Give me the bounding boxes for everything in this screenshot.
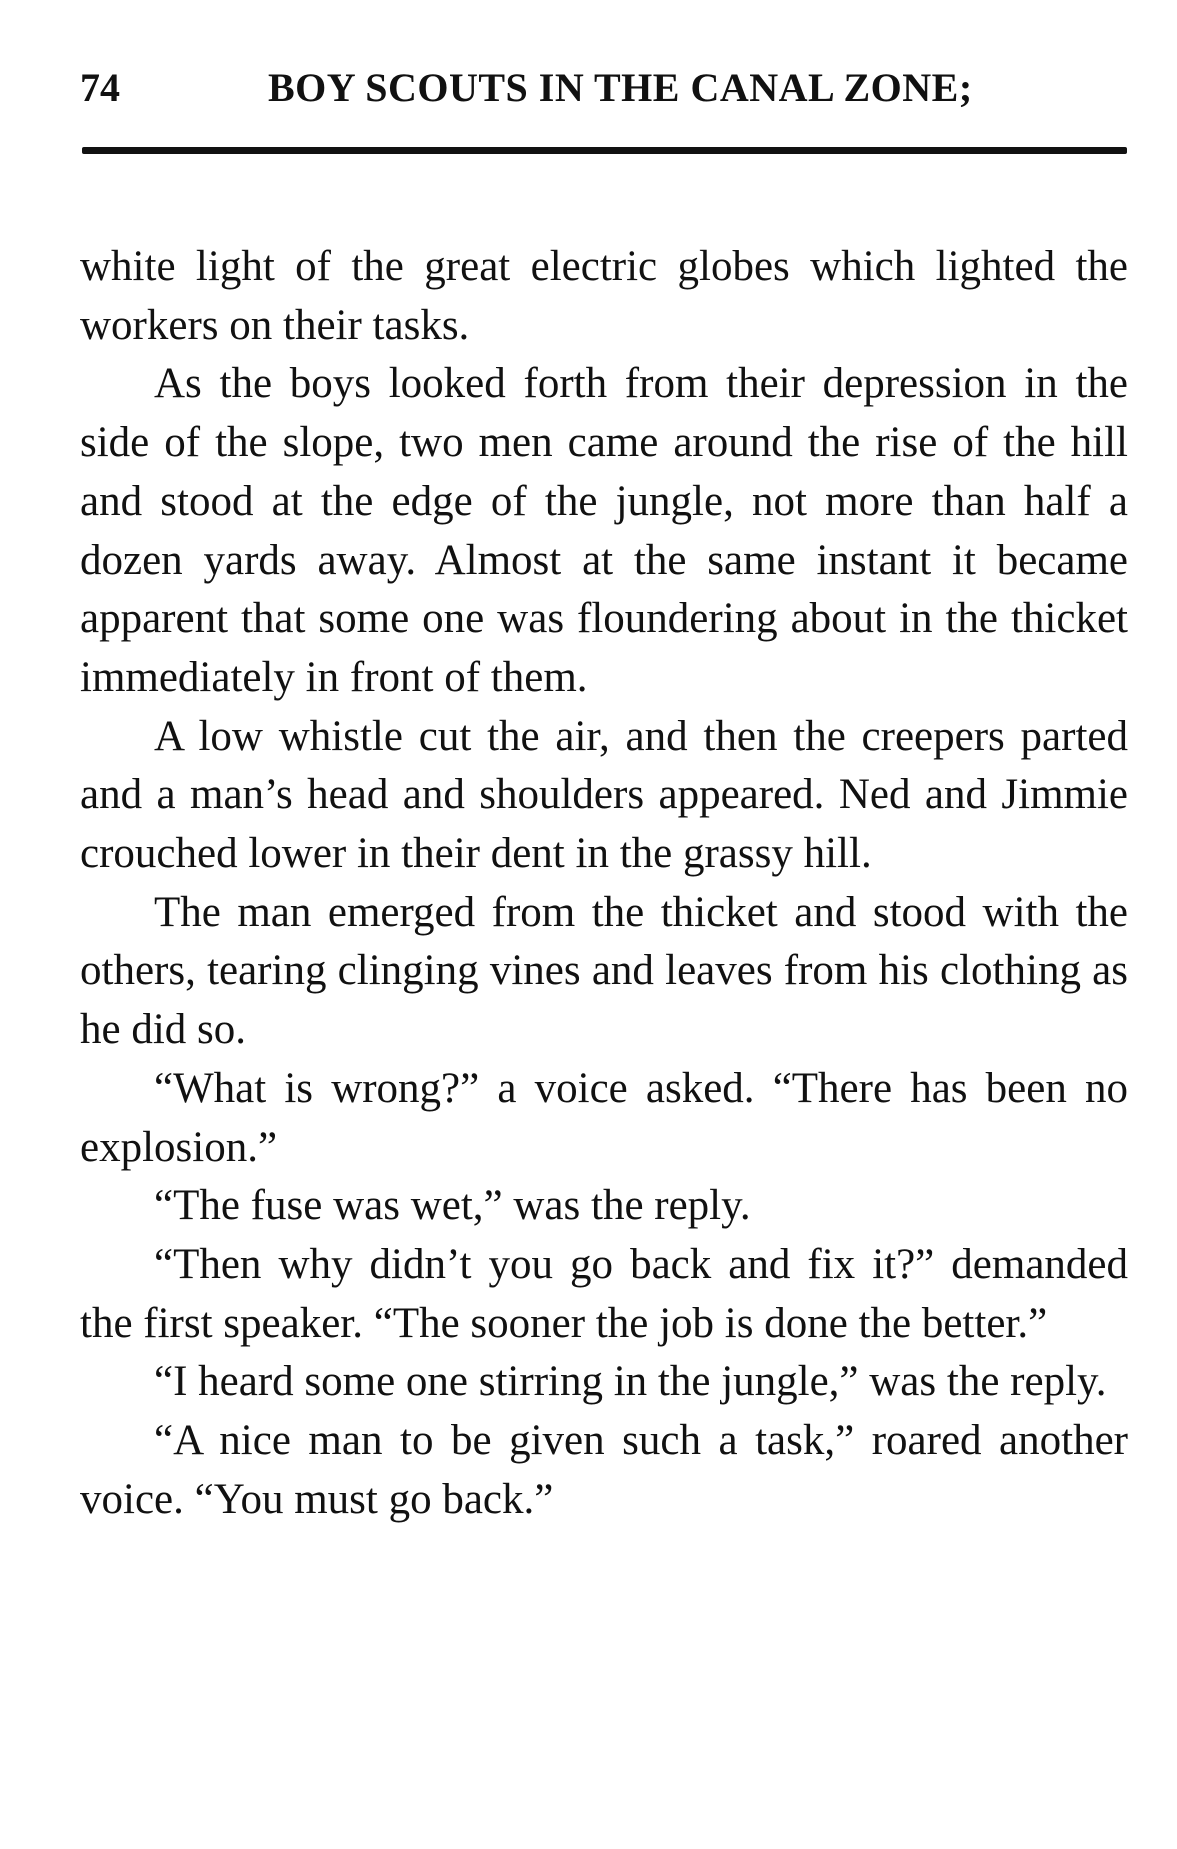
paragraph: “What is wrong?” a voice asked. “There has been no explosion.”: [80, 1064, 1128, 1171]
paragraph: A low whistle cut the air, and then the creepers parted and a man’s head and shoulders appeared. Ned and Jimmie crouched lower in their dent in the grassy hill.: [80, 712, 1128, 878]
running-head: [80, 58, 1130, 118]
body-text: [80, 238, 1128, 1529]
paragraph: “Then why didn’t you go back and fix it?” demanded the first speaker. “The sooner the job is done the better.”: [80, 1240, 1128, 1347]
paragraph-continuation: white light of the great electric globes which lighted the workers on their tasks.: [80, 243, 1128, 349]
paragraph: “A nice man to be given such a task,” roared another voice. “You must go back.”: [80, 1417, 1128, 1523]
paragraph: “The fuse was wet,” was the reply.: [154, 1182, 751, 1230]
paragraph: As the boys looked forth from their depression in the side of the slope, two men came around the rise of the hill and stood at the edge of the jungle, not more than half a dozen yards away. Almost at the same instant it became apparent that some one was floundering about in the thicket immediately in front of them.: [80, 360, 1128, 701]
paragraph: The man emerged from the thicket and stood with the others, tearing clinging vines and leaves from his clothing as he did so.: [80, 888, 1128, 1054]
page-number: 74: [80, 65, 120, 110]
paragraph: “I heard some one stirring in the jungle,” was the reply.: [154, 1358, 1107, 1406]
running-title: BOY SCOUTS IN THE CANAL ZONE;: [268, 65, 973, 110]
header-rule: [82, 147, 1127, 154]
